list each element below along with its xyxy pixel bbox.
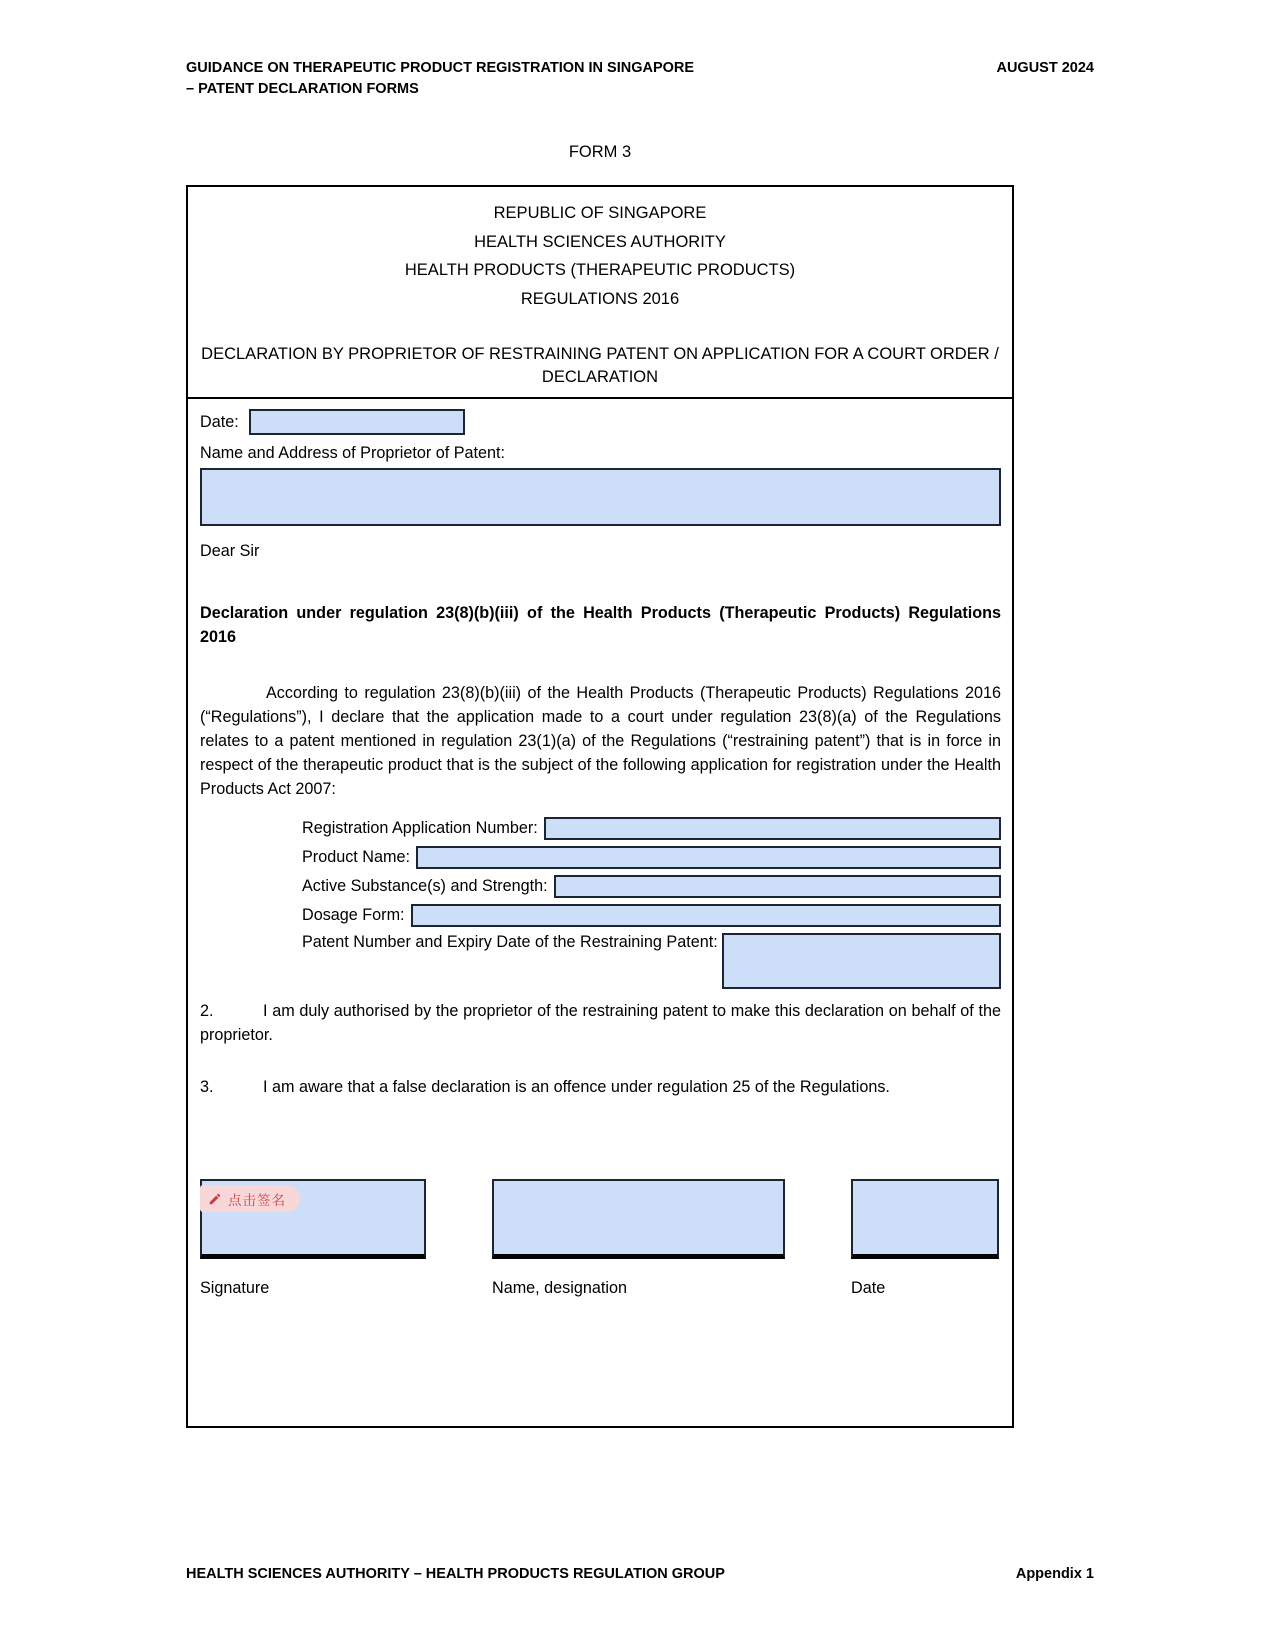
date-signed-field[interactable] — [851, 1179, 999, 1259]
paragraph-2-number: 2. — [200, 1002, 214, 1021]
patent-number-row — [302, 933, 1001, 989]
date-label: Date: — [200, 412, 239, 431]
product-name-row — [302, 846, 1001, 869]
paragraph-2-text: I am duly authorised by the proprietor of the restraining patent to make this declaration on behalf of the proprietor. — [200, 1002, 1001, 1045]
form-head-line: HEALTH SCIENCES AUTHORITY — [474, 232, 726, 251]
form-body-section — [188, 399, 1012, 1298]
salutation: Dear Sir — [200, 542, 260, 560]
document-header — [186, 58, 1094, 100]
form-head-line: HEALTH PRODUCTS (THERAPEUTIC PRODUCTS) — [404, 261, 796, 279]
product-name-input[interactable] — [416, 846, 1001, 869]
date-input[interactable] — [249, 409, 465, 435]
paragraph-2 — [200, 999, 1001, 1047]
name-designation-label: Name, designation — [492, 1279, 627, 1298]
paragraph-1: According to regulation 23(8)(b)(iii) of the Health Products (Therapeutic Products) Regulations 2016 (“Regulations”), I declare that the application made to a court under regulation 23(8)(a) of the Regulations relates to a patent mentioned in regulation 23(1)(a) of the Regulations (“restraining patent”) that is in force in respect of the therapeutic product that is the subject of the following application for registration under the Health Products Act 2007: — [200, 684, 1001, 798]
proprietor-name-address-label: Name and Address of Proprietor of Patent: — [200, 444, 506, 462]
form-head-line: REGULATIONS 2016 — [520, 289, 680, 308]
footer-right-text: Appendix 1 — [1015, 1566, 1094, 1582]
signature-labels-row — [200, 1279, 1001, 1298]
signature-row — [200, 1179, 1001, 1259]
form-number-label: FORM 3 — [568, 143, 632, 161]
dosage-form-input[interactable] — [411, 904, 1001, 927]
signature-label: Signature — [200, 1279, 270, 1298]
paragraph-3-text: I am aware that a false declaration is an offence under regulation 25 of the Regulations. — [263, 1078, 890, 1097]
document-footer — [186, 1566, 1094, 1582]
signature-field[interactable] — [200, 1179, 426, 1259]
patent-number-input[interactable] — [722, 933, 1001, 989]
footer-left-text: HEALTH SCIENCES AUTHORITY – HEALTH PRODUCTS REGULATION GROUP — [186, 1566, 725, 1582]
form-head-line: REPUBLIC OF SINGAPORE — [493, 204, 707, 222]
date-signed-label: Date — [851, 1279, 886, 1298]
registration-number-label: Registration Application Number: — [302, 819, 538, 838]
declaration-form-box — [186, 185, 1014, 1428]
active-substance-row — [302, 875, 1001, 898]
active-substance-input[interactable] — [554, 875, 1001, 898]
date-row — [200, 409, 1001, 435]
registration-number-row — [302, 817, 1001, 840]
header-title — [186, 58, 694, 100]
header-title-line1: GUIDANCE ON THERAPEUTIC PRODUCT REGISTRATION IN SINGAPORE — [186, 60, 695, 76]
paragraph-3-number: 3. — [200, 1078, 214, 1097]
declaration-title: DECLARATION BY PROPRIETOR OF RESTRAINING PATENT ON APPLICATION FOR A COURT ORDER / DECLARATION — [201, 345, 999, 386]
application-fields-block — [302, 817, 1001, 989]
active-substance-label: Active Substance(s) and Strength: — [302, 877, 548, 896]
paragraph-3 — [200, 1075, 1001, 1099]
section-heading: Declaration under regulation 23(8)(b)(iii) of the Health Products (Therapeutic Products) Regulations 2016 — [200, 604, 1001, 646]
product-name-label: Product Name: — [302, 848, 410, 867]
registration-number-input[interactable] — [544, 817, 1001, 840]
dosage-form-label: Dosage Form: — [302, 906, 405, 925]
header-date: AUGUST 2024 — [996, 60, 1094, 76]
click-to-sign-label: 点击签名 — [228, 1192, 286, 1208]
header-title-line2: – PATENT DECLARATION FORMS — [186, 81, 419, 97]
patent-number-label: Patent Number and Expiry Date of the Restraining Patent: — [302, 933, 718, 952]
form-head-section — [188, 187, 1012, 399]
dosage-form-row — [302, 904, 1001, 927]
name-designation-field[interactable] — [492, 1179, 785, 1259]
proprietor-name-address-input[interactable] — [200, 468, 1001, 526]
click-to-sign-button[interactable] — [200, 1185, 300, 1212]
sign-pen-icon — [208, 1192, 222, 1206]
